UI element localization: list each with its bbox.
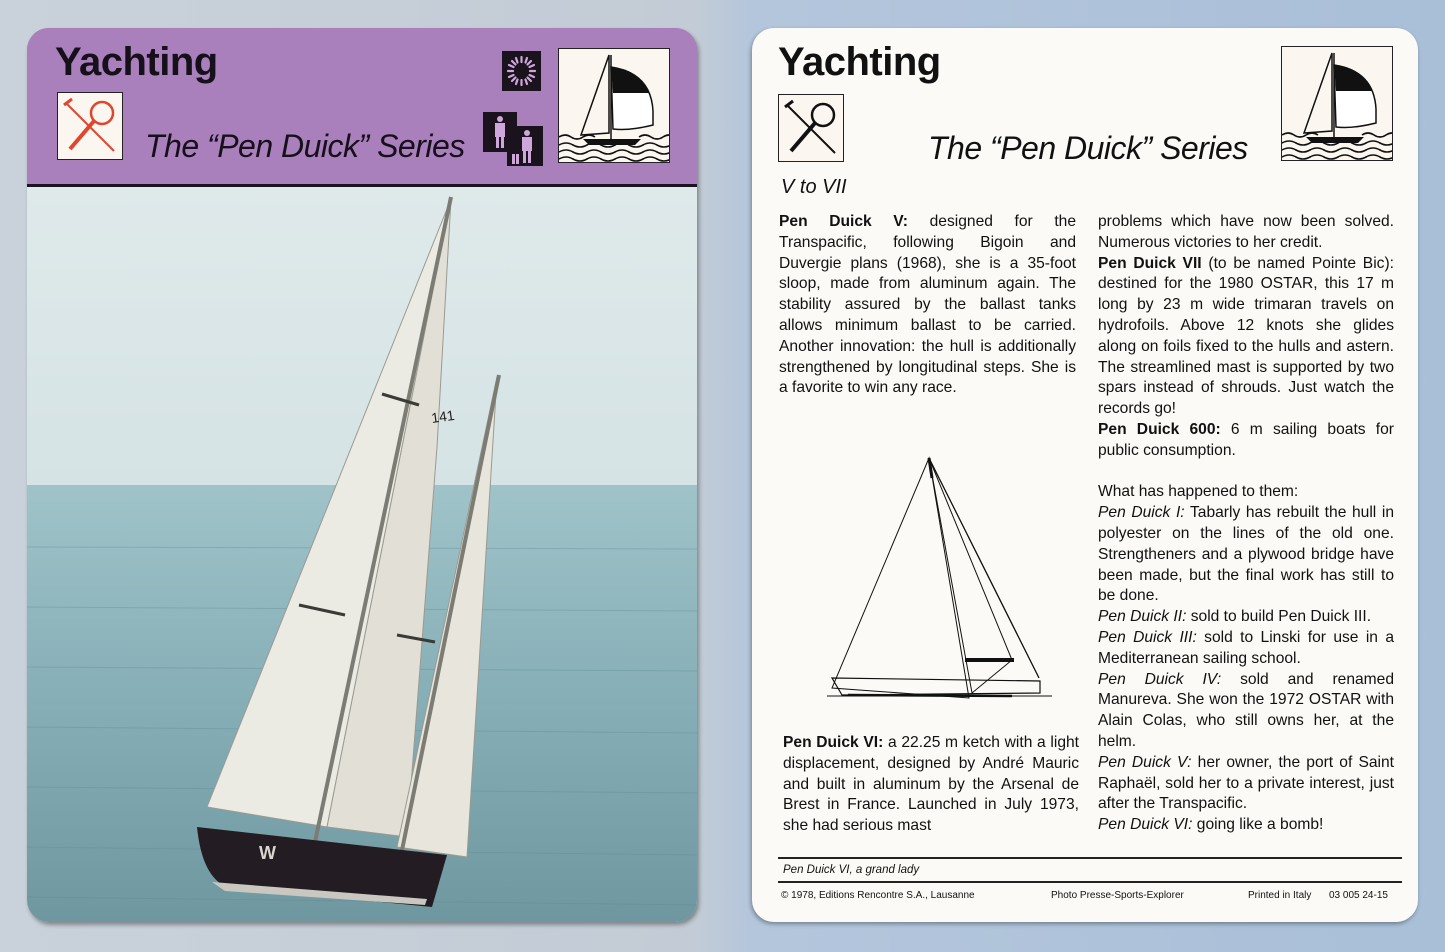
fate-item: Pen Duick IV: sold and renamed Manureva. She won the 1972 OSTAR with Alain Colas, who still owns her, at the helm.: [1098, 670, 1395, 750]
sport-category-icon: [778, 94, 844, 162]
pen-duick-vi-continuation: problems which have now been solved. Numerous victories to her credit.: [1098, 213, 1394, 251]
pen-duick-v-paragraph: [779, 212, 1076, 399]
pen-duick-v-label: Pen Duick V:: [779, 213, 909, 230]
caption-bottom-rule: [778, 881, 1402, 883]
front-subtitle: The “Pen Duick” Series: [145, 128, 465, 164]
front-title: Yachting: [55, 40, 218, 84]
fate-item: Pen Duick V: her owner, the port of Saint Raphaël, sold her to a private interest, just after the Transpacific.: [1098, 753, 1394, 813]
section-heading: V to VII: [781, 176, 847, 198]
pen-duick-vi-paragraph: [783, 733, 1079, 837]
yacht-logo-icon: [1281, 46, 1393, 161]
fate-intro: What has happened to them:: [1098, 483, 1299, 501]
sun-icon: [502, 51, 541, 91]
sport-category-icon: [57, 92, 123, 160]
pen-duick-vii-paragraph: [1098, 254, 1394, 420]
yacht-logo-icon: [558, 48, 670, 163]
fate-item: Pen Duick VI: going like a bomb!: [1098, 816, 1324, 834]
people-icon: [483, 112, 543, 166]
pen-duick-vii-text: (to be named Pointe Bic): destined for the 1980 OSTAR, this 17 m long by 23 m wide trimaran travels on hydrofoils. Above 12 knots she glides along on foils fixed to the hulls and astern. The streamlined mast is supported by two spars instead of shrouds. Just watch the records go!: [1098, 254, 1394, 418]
right-column: [1098, 212, 1394, 836]
svg-text:141: 141: [430, 406, 456, 426]
photo-credit: Photo Presse-Sports-Explorer: [1051, 890, 1184, 901]
fate-item: Pen Duick II: sold to build Pen Duick III.: [1098, 608, 1372, 626]
pen-duick-v-text: designed for the Transpacific, following Bigoin and Duvergie plans (1968), she is a 35-foot sloop, made from aluminum again. The stability assured by the ballast tanks allows minimum ballast to be carried. Another innovation: the hull is additionally strengthened by longitudinal steps. She is a favorite to win any race.: [779, 213, 1077, 397]
back-title: Yachting: [778, 40, 941, 84]
fate-item: Pen Duick I: Tabarly has rebuilt the hull in polyester on the lines of the old one. Strengtheners and a plywood bridge have been made, but the final work has still to be done.: [1098, 504, 1394, 605]
copyright: © 1978, Editions Rencontre S.A., Lausanne: [781, 890, 975, 901]
svg-text:W: W: [259, 843, 276, 863]
photo-caption: Pen Duick VI, a grand lady: [783, 864, 920, 876]
pen-duick-600-label: Pen Duick 600:: [1098, 420, 1221, 438]
pen-duick-vi-text: a 22.25 m ketch with a light displacement, designed by André Mauric and built in aluminum by the Arsenal de Brest in France. Launched in July 1973, she had serious mast: [783, 734, 1080, 835]
card-code: 03 005 24-15: [1329, 890, 1388, 901]
pen-duick-vii-label: Pen Duick VII: [1098, 254, 1202, 272]
fate-item: Pen Duick III: sold to Linski for use in a Mediterranean sailing school.: [1098, 628, 1394, 667]
back-card: [752, 28, 1418, 922]
pen-duick-600-text: 6 m sailing boats for public consumption.: [1098, 420, 1394, 459]
printed-in: Printed in Italy: [1248, 890, 1312, 901]
front-card: [27, 28, 697, 922]
sloop-diagram: [812, 448, 1052, 708]
pen-duick-vi-label: Pen Duick VI:: [783, 734, 884, 751]
caption-top-rule: [778, 857, 1402, 859]
yacht-photo: [27, 187, 697, 922]
back-subtitle: The “Pen Duick” Series: [928, 130, 1248, 166]
pen-duick-600-paragraph: [1098, 420, 1394, 462]
